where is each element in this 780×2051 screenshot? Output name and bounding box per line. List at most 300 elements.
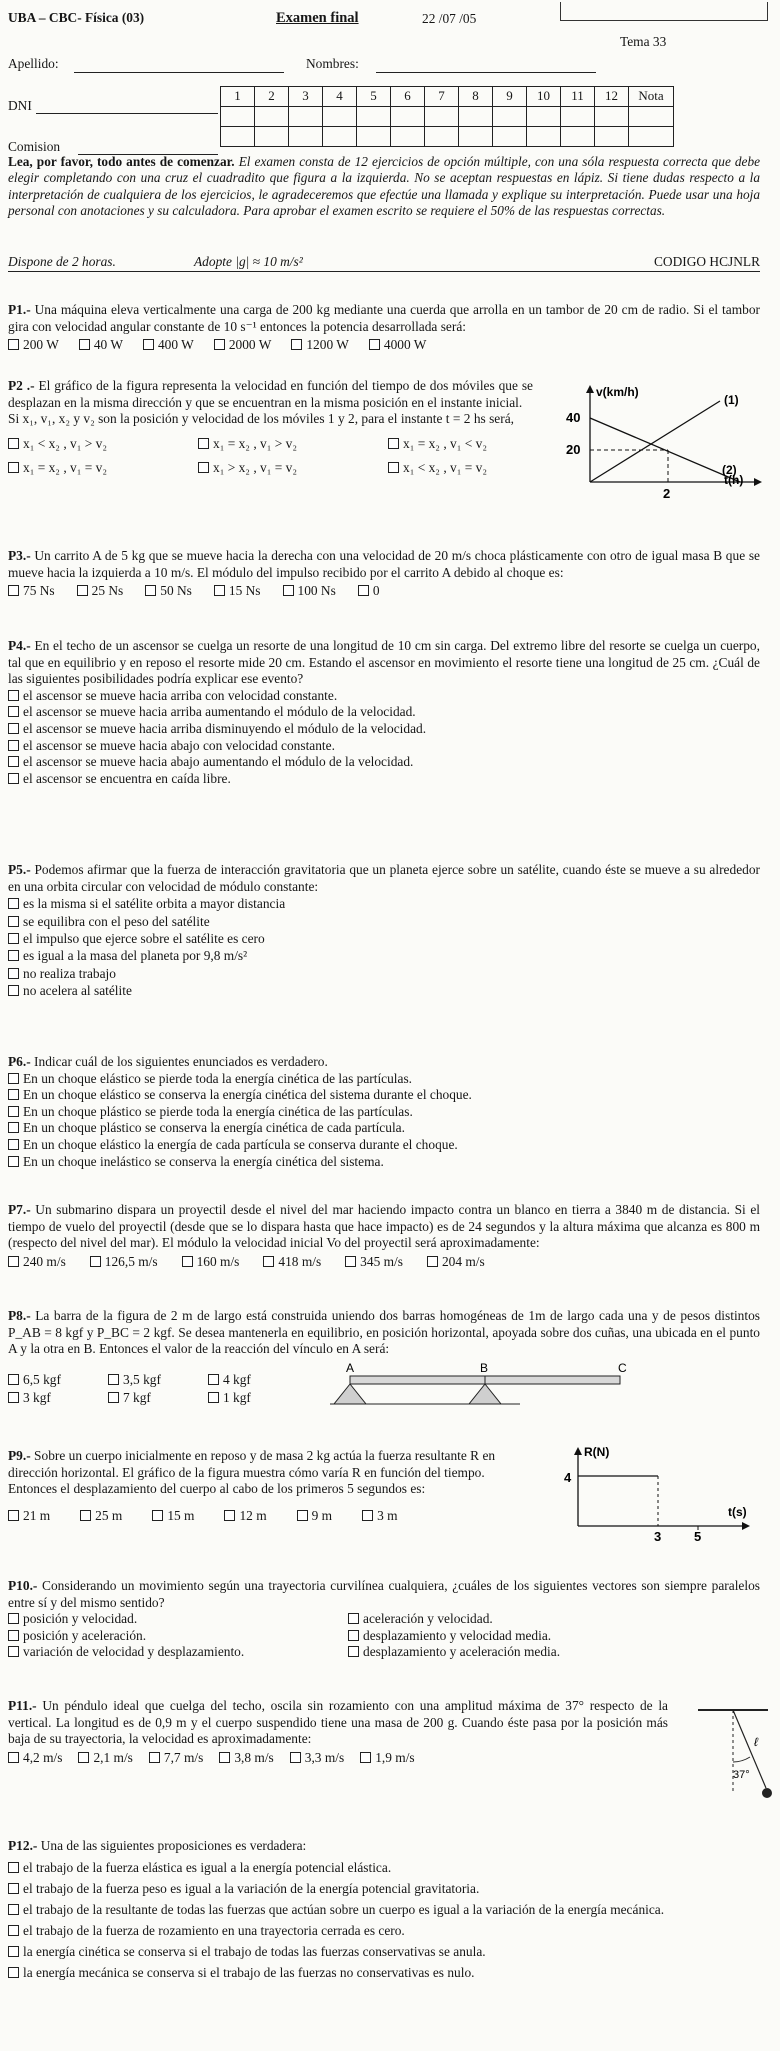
grid-answer-cell[interactable] — [459, 107, 493, 127]
option-text: la energía cinética se conserva si el trabajo de todas las fuerzas conservativas se anula. — [23, 1944, 486, 1960]
grid-answer-cell[interactable] — [391, 127, 425, 147]
answer-checkbox[interactable] — [8, 1630, 19, 1641]
answer-checkbox[interactable] — [208, 1374, 219, 1385]
option-text: 1 kgf — [223, 1390, 251, 1406]
question-3-text: Un carrito A de 5 kg que se mueve hacia la derecha con una velocidad de 20 m/s choca plásticamente con otro de igual masa B que se mueve hacia la izquierda a 10 m/s. El módulo del impulso recibido por el carrito A debido al choque es: — [8, 548, 760, 580]
option-text: En un choque inelástico se conserva la energía cinética del sistema. — [23, 1153, 384, 1169]
option-q1-3 — [143, 337, 194, 352]
graph-x-arrow — [754, 478, 762, 486]
point-a-label: A — [346, 1361, 355, 1375]
option-text: desplazamiento y aceleración media. — [363, 1644, 561, 1660]
option-q1-2 — [79, 337, 123, 352]
option-text: 126,5 m/s — [104, 1253, 158, 1269]
option-text: x₁ = x₂ , v₁ = v₂ — [23, 460, 107, 476]
option-q11-6 — [360, 1750, 414, 1765]
graph-y-tick-40: 40 — [566, 410, 581, 425]
graph-y-tick-20: 20 — [566, 442, 581, 457]
option-q7-6 — [427, 1254, 485, 1269]
option-text: 4000 W — [383, 337, 427, 353]
option-text: 50 Ns — [160, 583, 192, 599]
option-q11-5 — [290, 1750, 344, 1765]
answer-checkbox[interactable] — [149, 1752, 160, 1763]
grid-answer-cell[interactable] — [221, 107, 255, 127]
answer-checkbox[interactable] — [8, 1862, 19, 1873]
angle-label: 37° — [733, 1769, 750, 1781]
option-q6-3 — [8, 1104, 760, 1121]
grid-col-header: 8 — [459, 87, 493, 107]
answer-checkbox[interactable] — [8, 1139, 19, 1150]
option-text: 4 kgf — [223, 1371, 251, 1387]
option-text: x₁ = x₂ , v₁ < v₂ — [403, 435, 487, 451]
answer-checkbox[interactable] — [8, 1374, 19, 1385]
grid-answer-cell[interactable] — [323, 107, 357, 127]
grid-answer-cell[interactable] — [255, 107, 289, 127]
question-4 — [8, 638, 760, 787]
answer-checkbox[interactable] — [8, 1946, 19, 1957]
option-text: 4,2 m/s — [23, 1749, 63, 1765]
option-q12-3 — [8, 1901, 760, 1918]
question-3-options — [8, 583, 760, 600]
option-q1-6 — [369, 337, 427, 352]
grid-col-header: 3 — [289, 87, 323, 107]
option-text: es la misma si el satélite orbita a mayor distancia — [23, 896, 286, 912]
question-4-options — [8, 688, 760, 788]
question-5-options — [8, 895, 760, 1000]
answer-checkbox[interactable] — [8, 1073, 19, 1084]
option-text: x₁ = x₂ , v₁ > v₂ — [213, 435, 297, 451]
question-3-label: P3.- — [8, 548, 31, 563]
option-text: En un choque elástico la energía de cada partícula se conserva durante el choque. — [23, 1137, 458, 1153]
option-q4-3 — [8, 721, 760, 738]
answer-checkbox[interactable] — [224, 1510, 235, 1521]
option-q3-2 — [77, 583, 124, 598]
answer-checkbox[interactable] — [8, 585, 19, 596]
instructions — [8, 154, 760, 219]
option-q3-5 — [283, 583, 336, 598]
time-limit: Dispone de 2 horas. — [8, 254, 116, 269]
answer-checkbox[interactable] — [8, 1883, 19, 1894]
answer-checkbox[interactable] — [8, 1925, 19, 1936]
answer-checkbox[interactable] — [348, 1613, 359, 1624]
answer-checkbox[interactable] — [8, 1613, 19, 1624]
answer-checkbox[interactable] — [345, 1256, 356, 1267]
answer-checkbox[interactable] — [8, 438, 19, 449]
option-q5-4 — [8, 947, 760, 964]
question-12-text: Una de las siguientes proposiciones es verdadera: — [40, 1838, 307, 1853]
option-q12-5 — [8, 1943, 760, 1960]
option-text: 3,3 m/s — [304, 1749, 345, 1765]
option-text: variación de velocidad y desplazamiento. — [23, 1644, 245, 1660]
grid-answer-cell[interactable] — [561, 127, 595, 147]
grid-col-header: 1 — [221, 87, 255, 107]
answer-checkbox[interactable] — [358, 585, 369, 596]
option-text: es igual a la masa del planeta por 9,8 m/s² — [23, 948, 248, 964]
option-text: 3 m — [377, 1507, 398, 1523]
graph-series-2-label: (2) — [722, 463, 737, 477]
option-q11-4 — [219, 1750, 273, 1765]
apellido-label: Apellido: — [8, 56, 59, 71]
apellido-field[interactable] — [74, 72, 284, 73]
graph-y-label: R(N) — [584, 1445, 610, 1459]
option-text: 100 Ns — [297, 583, 336, 599]
answer-checkbox[interactable] — [77, 585, 88, 596]
wedge-b — [469, 1384, 501, 1404]
answer-grid — [220, 86, 674, 147]
option-q8-3 — [208, 1372, 298, 1389]
option-text: el impulso que ejerce sobre el satélite es cero — [23, 931, 265, 947]
answer-checkbox[interactable] — [291, 339, 302, 350]
option-text: x₁ > x₂ , v₁ = v₂ — [213, 460, 297, 476]
option-text: 0 — [372, 583, 380, 599]
answer-checkbox[interactable] — [8, 690, 19, 701]
option-q4-1 — [8, 688, 760, 705]
nombres-field[interactable] — [376, 72, 596, 73]
option-q3-6 — [358, 583, 380, 598]
option-text: 2000 W — [228, 337, 272, 353]
answer-checkbox[interactable] — [8, 1392, 19, 1403]
question-12 — [8, 1838, 760, 1986]
question-8-options — [8, 1372, 298, 1407]
grid-answer-cell[interactable] — [629, 107, 674, 127]
option-text: 6,5 kgf — [23, 1371, 61, 1387]
option-q7-2 — [90, 1254, 158, 1269]
answer-checkbox[interactable] — [152, 1510, 163, 1521]
question-5-label: P5.- — [8, 862, 31, 877]
option-text: 240 m/s — [23, 1253, 66, 1269]
question-10-label: P10.- — [8, 1578, 38, 1593]
option-q10-1 — [8, 1611, 348, 1628]
question-9-text: Sobre un cuerpo inicialmente en reposo y de masa 2 kg actúa la fuerza resultante R en dirección horizontal. El gráfico de la figura muestra cómo varía R en función del tiempo. Entonces el desplazamiento del cuerpo al cabo de los primeros 5 segundos es: — [8, 1448, 496, 1497]
option-q10-5 — [8, 1644, 348, 1661]
question-6 — [8, 1054, 760, 1170]
option-text: el trabajo de la fuerza de rozamiento en una trayectoria cerrada es cero. — [23, 1923, 405, 1939]
answer-checkbox[interactable] — [8, 1752, 19, 1763]
answer-checkbox[interactable] — [8, 773, 19, 784]
option-text: 12 m — [239, 1507, 267, 1523]
option-q5-1 — [8, 895, 760, 912]
option-text: 15 Ns — [228, 583, 261, 599]
option-q1-5 — [291, 337, 349, 352]
force-time-graph — [548, 1442, 768, 1542]
answer-checkbox[interactable] — [427, 1256, 438, 1267]
answer-checkbox[interactable] — [8, 740, 19, 751]
option-q5-3 — [8, 930, 760, 947]
option-q4-4 — [8, 738, 760, 755]
answer-checkbox[interactable] — [8, 1106, 19, 1117]
option-q3-1 — [8, 583, 55, 598]
question-12-label: P12.- — [8, 1838, 38, 1853]
question-5-text: Podemos afirmar que la fuerza de interacción gravitatoria que un planeta ejerce sobre un satélite, cuando éste se mueve a su alrededor en una orbita circular con velocidad de módulo constante: — [8, 862, 760, 894]
answer-checkbox[interactable] — [348, 1630, 359, 1641]
option-text: 200 W — [23, 337, 59, 353]
question-2-label: P2 .- — [8, 378, 35, 393]
option-text: En un choque plástico se pierde toda la energía cinética de las partículas. — [23, 1103, 413, 1119]
question-7-label: P7.- — [8, 1202, 31, 1217]
grid-answer-cell[interactable] — [493, 127, 527, 147]
grid-col-header: 12 — [595, 87, 629, 107]
tema-label: Tema 33 — [620, 34, 667, 49]
grid-answer-cell[interactable] — [391, 107, 425, 127]
grid-answer-cell[interactable] — [629, 127, 674, 147]
answer-checkbox[interactable] — [290, 1752, 301, 1763]
option-text: 7 kgf — [123, 1390, 151, 1406]
answer-checkbox[interactable] — [90, 1256, 101, 1267]
answer-checkbox[interactable] — [198, 438, 209, 449]
option-text: posición y aceleración. — [23, 1627, 147, 1643]
grid-answer-cell[interactable] — [459, 127, 493, 147]
grid-col-header: Nota — [629, 87, 674, 107]
answer-checkbox[interactable] — [263, 1256, 274, 1267]
option-text: el trabajo de la fuerza peso es igual a la variación de la energía potencial gravitatoria. — [23, 1880, 480, 1896]
option-q6-2 — [8, 1087, 760, 1104]
answer-checkbox[interactable] — [208, 1392, 219, 1403]
grid-answer-cell[interactable] — [255, 127, 289, 147]
option-text: 21 m — [23, 1507, 51, 1523]
question-1-label: P1.- — [8, 302, 31, 317]
option-text: 7,7 m/s — [163, 1749, 204, 1765]
question-2-text: El gráfico de la figura representa la velocidad en función del tiempo de dos móviles que se desplazan en la misma dirección y que se encuentran en la misma posición en el instante inicial. — [8, 378, 533, 410]
answer-checkbox[interactable] — [108, 1392, 119, 1403]
option-text: 345 m/s — [360, 1253, 403, 1269]
grid-col-header: 10 — [527, 87, 561, 107]
question-5 — [8, 862, 760, 1000]
answer-checkbox[interactable] — [8, 1904, 19, 1915]
grid-answer-cell[interactable] — [527, 107, 561, 127]
point-b-label: B — [480, 1361, 489, 1375]
answer-checkbox[interactable] — [145, 585, 156, 596]
option-q12-2 — [8, 1880, 760, 1897]
pendulum-bob — [762, 1788, 772, 1798]
exam-code: CODIGO HCJNLR — [653, 254, 760, 269]
option-q5-6 — [8, 982, 760, 999]
question-11-text: Un péndulo ideal que cuelga del techo, oscila sin rozamiento con una amplitud máxima de 37° respecto de la vertical. La longitud es de 0,9 m y el cuerpo suspendido tiene una masa de 200 g. Cuando éste pasa por la posición más baja de su trayectoria, la velocidad es aproximadamente: — [8, 1698, 668, 1747]
grid-answer-cell[interactable] — [323, 127, 357, 147]
question-6-text: Indicar cuál de los siguientes enunciados es verdadero. — [34, 1054, 328, 1069]
answer-checkbox[interactable] — [8, 1646, 19, 1657]
answer-checkbox[interactable] — [214, 339, 225, 350]
answer-checkbox[interactable] — [214, 585, 225, 596]
option-q2-4 — [8, 460, 198, 477]
question-7-text: Un submarino dispara un proyectil desde el nivel del mar haciendo impacto contra un blanco en tierra a 3840 m de distancia. Si el tiempo de vuelo del proyectil (desde que se lo dispara hasta que hace impacto) es de 24 segundos y la altura máxima que alcanza es 800 m (respecto del nivel del mar). El módulo la velocidad inicial Vo del proyectil será aproximadamente: — [8, 1202, 760, 1251]
graph-y-label: v(km/h) — [596, 385, 639, 399]
grid-answer-cell[interactable] — [289, 107, 323, 127]
answer-checkbox[interactable] — [8, 1967, 19, 1978]
option-text: no realiza trabajo — [23, 965, 116, 981]
question-2-options — [8, 436, 568, 477]
option-q6-4 — [8, 1120, 760, 1137]
question-9-label: P9.- — [8, 1448, 31, 1463]
answer-checkbox[interactable] — [8, 339, 19, 350]
option-text: aceleración y velocidad. — [363, 1611, 493, 1627]
option-q4-2 — [8, 704, 760, 721]
grid-answer-cell[interactable] — [595, 127, 629, 147]
wedge-a — [334, 1384, 366, 1404]
option-q10-4 — [348, 1628, 688, 1645]
option-text: 25 Ns — [91, 583, 124, 599]
option-q8-4 — [8, 1390, 108, 1407]
question-6-options — [8, 1071, 760, 1171]
grid-answer-cell[interactable] — [595, 107, 629, 127]
option-q11-3 — [149, 1750, 203, 1765]
option-q9-5 — [297, 1508, 332, 1523]
header-box — [560, 2, 768, 21]
option-text: el ascensor se mueve hacia arriba con velocidad constante. — [23, 687, 338, 703]
instructions-text: El examen consta de 12 ejercicios de opción múltiple, con una sóla respuesta correcta que debe elegir completando con una cruz el cuadradito que figura a la izquierda. No se aceptan respuestas en lápiz. Si tiene dudas respecto a la interpretación de cualquiera de los ejercicios, le agradeceremos que efectúe una llamada y explique su interpretación. Puede usar una hoja personal con anotaciones y su calculadora. Para aprobar el examen escrito se requiere el 50% de las respuestas correctas. — [8, 154, 761, 219]
graph-series-1 — [590, 401, 720, 482]
answer-checkbox[interactable] — [182, 1256, 193, 1267]
graph-x-label: t(s) — [728, 1505, 747, 1519]
grid-answer-cell[interactable] — [357, 107, 391, 127]
option-q4-6 — [8, 771, 760, 788]
option-text: 418 m/s — [278, 1253, 322, 1269]
option-text: 1200 W — [306, 337, 349, 353]
grid-answer-cell[interactable] — [425, 107, 459, 127]
graph-x-tick-2: 2 — [663, 486, 671, 501]
option-text: el ascensor se mueve hacia arriba aumentando el módulo de la velocidad. — [23, 704, 416, 720]
question-8-label: P8.- — [8, 1308, 31, 1323]
option-text: el ascensor se encuentra en caída libre. — [23, 770, 231, 786]
option-q8-6 — [208, 1390, 298, 1407]
answer-checkbox[interactable] — [8, 723, 19, 734]
option-text: 75 Ns — [23, 583, 55, 599]
instructions-lead: Lea, por favor, todo antes de comenzar. — [8, 154, 235, 169]
option-text: En un choque elástico se pierde toda la energía cinética de las partículas. — [23, 1070, 413, 1086]
option-q7-1 — [8, 1254, 66, 1269]
answer-checkbox[interactable] — [369, 339, 380, 350]
answer-checkbox[interactable] — [362, 1510, 373, 1521]
grid-answer-cell[interactable] — [425, 127, 459, 147]
answer-checkbox[interactable] — [8, 1089, 19, 1100]
grid-answer-cell[interactable] — [357, 127, 391, 147]
option-text: desplazamiento y velocidad media. — [363, 1627, 552, 1643]
answer-checkbox[interactable] — [388, 438, 399, 449]
answer-checkbox[interactable] — [348, 1646, 359, 1657]
option-text: En un choque plástico se conserva la energía cinética de cada partícula. — [23, 1120, 405, 1136]
answer-checkbox[interactable] — [8, 933, 19, 944]
option-q12-4 — [8, 1922, 760, 1939]
option-q2-2 — [198, 436, 388, 453]
question-8-text: La barra de la figura de 2 m de largo está construida uniendo dos barras homogéneas de 1m de largo cada una y de pesos distintos P_AB = 8 kgf y P_BC = 2 kgf. Se desea mantenerla en equilibrio, en posición horizontal, apoyada sobre dos cuñas, una ubicada en el punto A y la otra en B. Entonces el valor de la reacción del vínculo en A será: — [8, 1308, 760, 1357]
option-text: 9 m — [311, 1507, 333, 1523]
question-1-text: Una máquina eleva verticalmente una carga de 200 kg mediante una cuerda que arrolla en un tambor de 20 cm de radio. Si el tambor gira con velocidad angular constante de 10 s⁻¹ entonces la potencia desarrollada será: — [8, 302, 760, 334]
grid-answer-cell[interactable] — [527, 127, 561, 147]
question-7 — [8, 1202, 760, 1270]
answer-checkbox[interactable] — [108, 1374, 119, 1385]
exam-date: 22 /07 /05 — [422, 11, 477, 26]
question-10-text: Considerando un movimiento según una trayectoria curvilínea cualquiera, ¿cuáles de los siguientes vectores son siempre paralelos entre sí y del mismo sentido? — [8, 1578, 760, 1610]
grid-answer-cell[interactable] — [493, 107, 527, 127]
option-text: posición y velocidad. — [23, 1611, 138, 1627]
answer-checkbox[interactable] — [8, 968, 19, 979]
grid-answer-cell[interactable] — [561, 107, 595, 127]
bar-figure — [330, 1360, 650, 1420]
question-10-options — [8, 1611, 760, 1661]
answer-checkbox[interactable] — [8, 950, 19, 961]
velocity-time-graph — [548, 382, 778, 502]
grid-col-header: 4 — [323, 87, 357, 107]
option-q4-5 — [8, 754, 760, 771]
answer-checkbox[interactable] — [8, 1256, 19, 1267]
option-q3-3 — [145, 583, 192, 598]
option-q6-6 — [8, 1154, 760, 1171]
answer-checkbox[interactable] — [388, 462, 399, 473]
option-text: 400 W — [157, 337, 194, 353]
option-q8-5 — [108, 1390, 208, 1407]
option-text: 15 m — [167, 1507, 195, 1523]
option-q12-1 — [8, 1859, 760, 1876]
question-7-options — [8, 1254, 760, 1271]
graph-y-arrow — [586, 385, 594, 393]
option-text: 2,1 m/s — [93, 1749, 133, 1765]
option-text: En un choque elástico se conserva la energía cinética del sistema durante el choque. — [23, 1087, 472, 1103]
option-q6-5 — [8, 1137, 760, 1154]
option-q10-6 — [348, 1644, 688, 1661]
question-6-label: P6.- — [8, 1054, 31, 1069]
answer-checkbox[interactable] — [360, 1752, 371, 1763]
pendulum-figure — [688, 1702, 778, 1812]
option-text: se equilibra con el peso del satélite — [23, 913, 210, 929]
answer-checkbox[interactable] — [8, 1510, 19, 1521]
answer-checkbox[interactable] — [8, 898, 19, 909]
answer-checkbox[interactable] — [78, 1752, 89, 1763]
answer-checkbox[interactable] — [8, 985, 19, 996]
question-11-options — [8, 1750, 760, 1767]
option-q9-3 — [152, 1508, 194, 1523]
gravity-note: Adopte |g| ≈ 10 m/s² — [194, 254, 303, 269]
option-q10-2 — [348, 1611, 688, 1628]
instructions-footer — [8, 254, 760, 272]
graph-x-tick-5: 5 — [694, 1529, 702, 1542]
answer-checkbox[interactable] — [8, 706, 19, 717]
question-12-options — [8, 1859, 760, 1982]
answer-checkbox[interactable] — [8, 756, 19, 767]
answer-checkbox[interactable] — [219, 1752, 230, 1763]
answer-checkbox[interactable] — [8, 1122, 19, 1133]
answer-checkbox[interactable] — [8, 462, 19, 473]
option-q7-4 — [263, 1254, 321, 1269]
answer-checkbox[interactable] — [143, 339, 154, 350]
question-2-text-2: Si x₁, v₁, x₂ y v₂ son la posición y velocidad de los móviles 1 y 2, para el instante t = 2 hs será, — [8, 411, 514, 427]
grid-col-header: 7 — [425, 87, 459, 107]
graph-series-1-label: (1) — [724, 393, 739, 407]
dni-label: DNI — [8, 98, 32, 113]
option-text: 1,9 m/s — [375, 1749, 415, 1765]
option-text: 3,5 kgf — [123, 1371, 161, 1387]
answer-checkbox[interactable] — [80, 1510, 91, 1521]
answer-checkbox[interactable] — [8, 1156, 19, 1167]
graph-y-arrow — [574, 1447, 582, 1455]
graph-x-label: t(h) — [724, 473, 744, 487]
grid-answer-cell[interactable] — [289, 127, 323, 147]
option-q12-6 — [8, 1964, 760, 1981]
question-1 — [8, 302, 760, 354]
question-11 — [8, 1698, 760, 1766]
grid-col-header: 5 — [357, 87, 391, 107]
option-text: x₁ < x₂ , v₁ = v₂ — [403, 460, 487, 476]
option-q8-2 — [108, 1372, 208, 1389]
answer-checkbox[interactable] — [297, 1510, 308, 1521]
answer-checkbox[interactable] — [79, 339, 90, 350]
answer-checkbox[interactable] — [8, 916, 19, 927]
option-q8-1 — [8, 1372, 108, 1389]
course-name: UBA – CBC- Física (03) — [8, 10, 145, 25]
option-q7-3 — [182, 1254, 240, 1269]
option-text: 160 m/s — [196, 1253, 240, 1269]
dni-field[interactable] — [36, 113, 218, 114]
answer-checkbox[interactable] — [198, 462, 209, 473]
answer-checkbox[interactable] — [283, 585, 294, 596]
grid-answer-cell[interactable] — [221, 127, 255, 147]
